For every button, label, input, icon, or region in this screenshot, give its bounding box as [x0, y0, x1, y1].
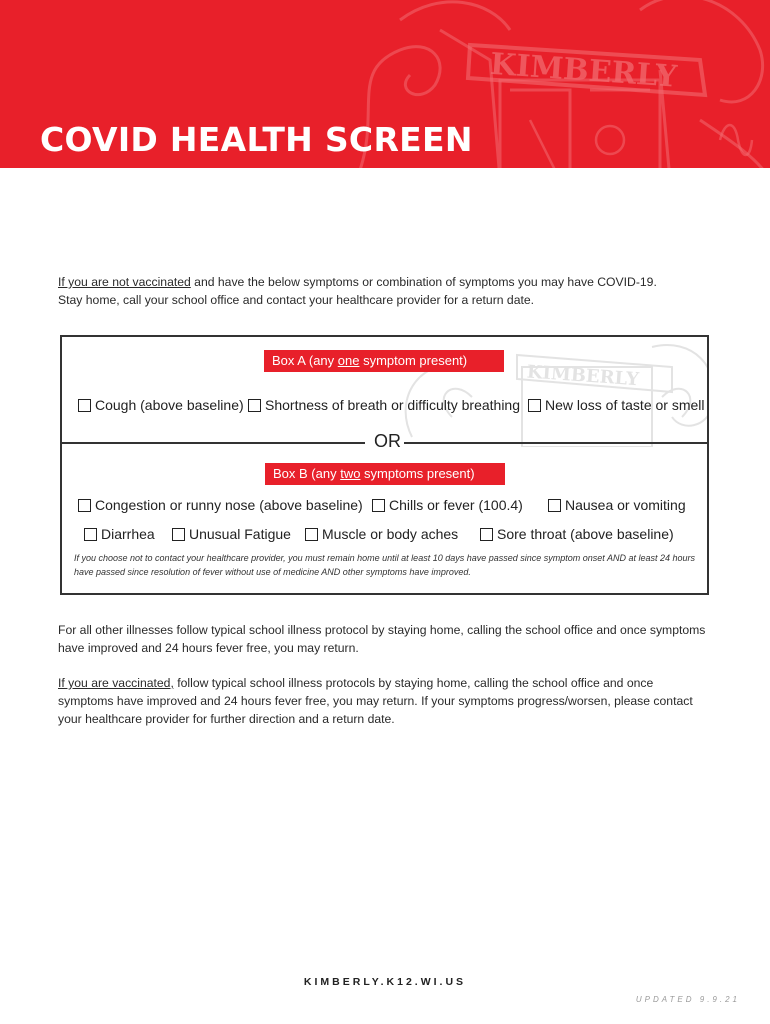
symptom-label: Cough (above baseline): [95, 397, 244, 413]
unvaccinated-instructions: [58, 273, 718, 309]
symptom-diarrhea[interactable]: [84, 526, 155, 542]
shortness-of-breath-checkbox[interactable]: [248, 399, 261, 412]
symptom-sore-throat[interactable]: [480, 526, 674, 542]
unvaccinated-text: and have the below symptoms or combination of symptoms you may have COVID-19.: [190, 275, 657, 289]
symptom-label: Congestion or runny nose (above baseline): [95, 497, 363, 513]
school-website: KIMBERLY.K12.WI.US: [303, 976, 467, 988]
symptom-loss-of-taste[interactable]: [528, 397, 705, 413]
vaccinated-emphasis: If you are vaccinated,: [58, 676, 174, 690]
isolation-note: If you choose not to contact your healthcare provider, you must remain home until at least 10 days have passed since symptom onset AND at least 24 hours have passed since resolution of fever without use of medicine AND other symptoms have improved.: [74, 553, 695, 577]
unvaccinated-text-line2: Stay home, call your school office and contact your healthcare provider for a return date.: [58, 293, 535, 307]
divider-line-right: [404, 442, 707, 444]
or-label: OR: [374, 431, 401, 451]
box-b-label-end: symptoms present): [360, 466, 475, 481]
symptom-label: Diarrhea: [101, 526, 155, 542]
box-a-label-end: symptom present): [359, 353, 468, 368]
sore-throat-checkbox[interactable]: [480, 528, 493, 541]
diarrhea-checkbox[interactable]: [84, 528, 97, 541]
unvaccinated-emphasis: If you are not vaccinated: [58, 275, 191, 289]
box-a-label-emphasis: one: [337, 353, 360, 368]
crest-text: KIMBERLY: [488, 46, 679, 95]
muscle-aches-checkbox[interactable]: [305, 528, 318, 541]
divider-line-left: [62, 442, 365, 444]
box-b-label-emphasis: two: [340, 466, 361, 481]
cough-checkbox[interactable]: [78, 399, 91, 412]
congestion-checkbox[interactable]: [78, 499, 91, 512]
symptom-label: Shortness of breath or difficulty breathing: [265, 397, 521, 413]
fatigue-checkbox[interactable]: [172, 528, 185, 541]
symptom-fatigue[interactable]: [172, 526, 291, 542]
symptom-label: New loss of taste or smell: [545, 397, 705, 413]
vaccinated-text: follow typical school illness protocols by staying home, calling the school office and once symptoms have improved and 24 hours fever free, you may return. If your symptoms progress/worsen, please contact your healthcare provider for further direction and a return date.: [58, 676, 693, 726]
symptom-label: Unusual Fatigue: [189, 526, 291, 542]
symptom-label: Chills or fever (100.4): [389, 497, 523, 513]
box-crest-text: KIMBERLY: [526, 361, 640, 391]
symptom-box: [60, 335, 709, 595]
box-a-label-start: Box A (any: [272, 353, 338, 368]
chills-fever-checkbox[interactable]: [372, 499, 385, 512]
symptom-chills-fever[interactable]: [372, 497, 523, 513]
nausea-checkbox[interactable]: [548, 499, 561, 512]
other-illness-instructions: For all other illnesses follow typical school illness protocol by staying home, calling the school office and once symptoms have improved and 24 hours fever free, you may return.: [58, 623, 706, 655]
or-divider: [62, 431, 707, 455]
box-a-label: [264, 350, 504, 372]
vaccinated-instructions: [58, 674, 708, 728]
symptom-cough[interactable]: [78, 397, 244, 413]
box-b-label: [265, 463, 505, 485]
symptom-congestion[interactable]: [78, 497, 363, 513]
symptom-muscle-aches[interactable]: [305, 526, 458, 542]
symptom-shortness-of-breath[interactable]: [248, 397, 520, 413]
symptom-nausea[interactable]: [548, 497, 686, 513]
updated-date: UPDATED 9.9.21: [635, 995, 740, 1004]
header-banner: [0, 0, 770, 168]
symptom-label: Muscle or body aches: [322, 526, 459, 542]
loss-of-taste-checkbox[interactable]: [528, 399, 541, 412]
page-title: COVID HEALTH SCREEN: [40, 120, 473, 159]
symptom-label: Nausea or vomiting: [565, 497, 686, 513]
symptom-label: Sore throat (above baseline): [497, 526, 674, 542]
box-b-label-start: Box B (any: [273, 466, 341, 481]
